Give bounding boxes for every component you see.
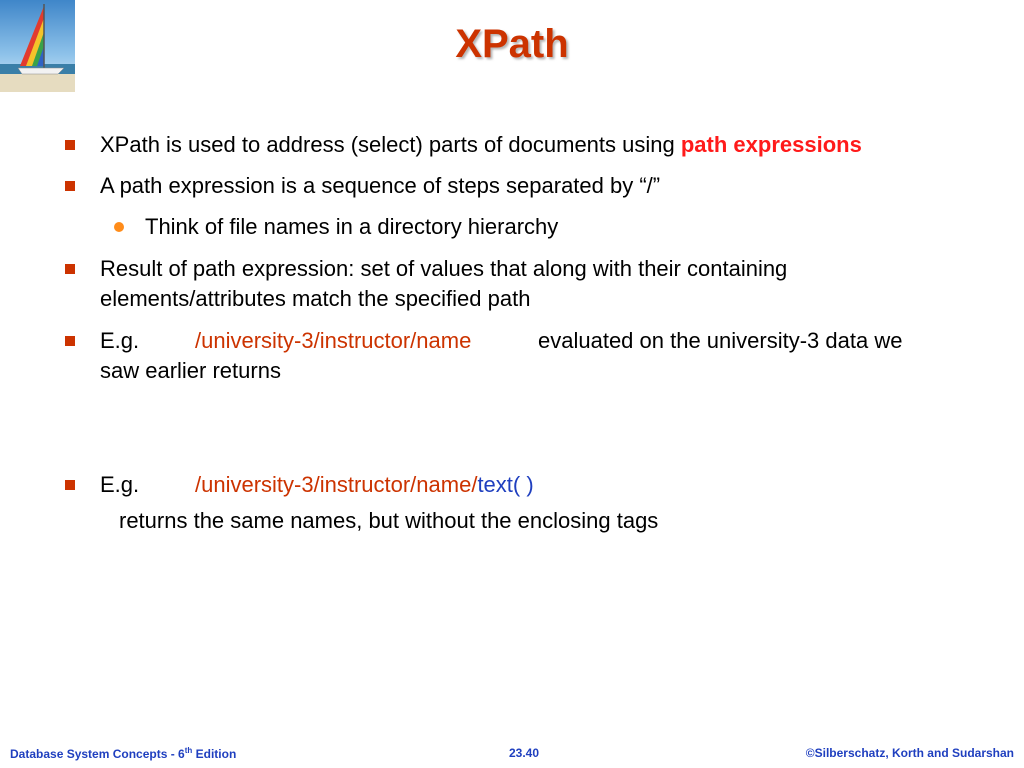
bullet-4-rest: evaluated on the university-3 data we [538,328,903,353]
bullet-2: A path expression is a sequence of steps separated by “/” [100,173,661,198]
bullet-1-emphasis: path expressions [680,132,862,157]
bullet-5-line-2: returns the same names, but without the enclosing tags [119,508,659,533]
footer-page-number: 23.40 [509,746,540,760]
bullet-square-icon [65,181,75,191]
footer-copyright: ©Silberschatz, Korth and Sudarshan [805,746,1014,760]
bullet-3-line-2: elements/attributes match the specified path [100,286,531,311]
bullet-square-icon [65,140,75,150]
bullet-4-line-2: saw earlier returns [100,358,281,383]
footer-book-title-tail: Edition [192,747,237,761]
bullet-5-expression [195,470,534,500]
bullet-square-icon [65,336,75,346]
bullet-square-icon [65,264,75,274]
bullet-4-label: E.g. [100,328,140,353]
bullet-1 [100,130,862,160]
bullet-5-path: /university-3/instructor/name/ [195,472,478,497]
bullet-5-function: text( ) [477,472,534,497]
footer-book-title-text: Database System Concepts - 6 [10,747,185,761]
slide-title: XPath [455,22,569,66]
footer-book-title-sup: th [184,746,193,755]
bullet-square-icon [65,480,75,490]
bullet-1-text: XPath is used to address (select) parts of documents using [100,132,681,157]
bullet-4-path: /university-3/instructor/name [195,328,472,353]
bullet-dot-icon [114,222,124,232]
bullet-3-line-1: Result of path expression: set of values that along with their containing [100,256,788,281]
bullet-5-label: E.g. [100,472,140,497]
sub-bullet-1: Think of file names in a directory hierarchy [145,214,559,239]
footer-book-title [10,746,236,761]
